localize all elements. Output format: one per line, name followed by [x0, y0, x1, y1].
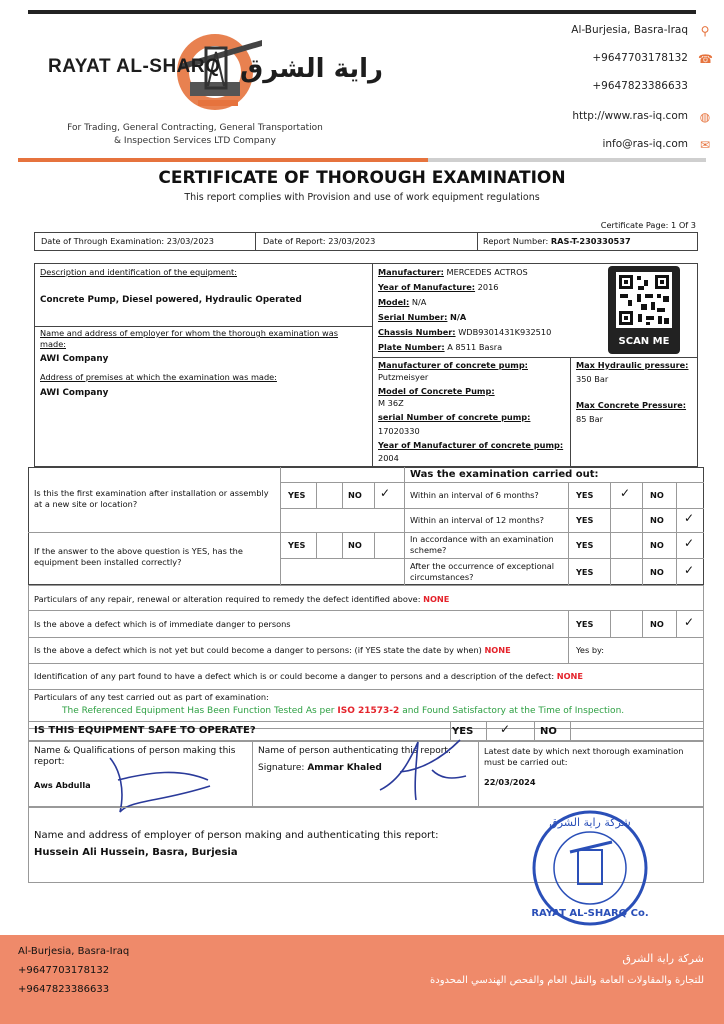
header-grey-rule	[428, 158, 706, 162]
interval-6-months: Within an interval of 6 months?	[410, 490, 539, 500]
next-exam-label: Latest date by which next thorough examination must be carried out:	[484, 746, 684, 767]
company-tagline: For Trading, General Contracting, General Transportation & Inspection Services LTD Company	[67, 123, 323, 146]
safe-yes[interactable]: YES	[452, 726, 474, 737]
footer-phone-2: +9647823386633	[18, 984, 110, 995]
pump-model-value: M 36Z	[378, 398, 404, 408]
pump-manufacturer-value: Putzmeisyer	[378, 372, 429, 382]
premises-value: AWI Company	[40, 388, 109, 398]
mail-icon: ✉	[699, 138, 711, 152]
q2-yes[interactable]: YES	[288, 540, 306, 550]
premises-label: Address of premises at which the examination was made:	[40, 372, 277, 382]
exam-date: Date of Through Examination: 23/03/2023	[41, 236, 214, 246]
int12-no-check: ✓	[684, 511, 695, 525]
description-label: Description and identification of the equipment:	[40, 267, 237, 277]
certificate-page: Certificate Page: 1 Of 3	[600, 220, 696, 230]
stamp-text-en: RAYAT AL-SHARQ Co.	[531, 908, 649, 919]
contact-email[interactable]: info@ras-iq.com	[602, 138, 688, 150]
scheme-no[interactable]: NO	[650, 540, 664, 550]
q1-no[interactable]: NO	[348, 490, 362, 500]
interval-12-months: Within an interval of 12 months?	[410, 515, 544, 525]
immediate-danger-question: Is the above a defect which is of immediate danger to persons	[34, 619, 291, 629]
future-danger-question: Is the above a defect which is not yet but could become a danger to persons: (if YES state the date by when) NONE	[34, 645, 511, 655]
report-date: Date of Report: 23/03/2023	[263, 236, 376, 246]
stamp-text-ar: شركة راية الشرق	[549, 816, 631, 829]
safe-to-operate-question: IS THIS EQUIPMENT SAFE TO OPERATE?	[34, 725, 256, 736]
first-exam-question: Is this the first examination after installation or assembly at a new site or location?	[34, 488, 269, 509]
hydraulic-pressure-label: Max Hydraulic pressure:	[576, 360, 689, 370]
exam-header: Was the examination carried out:	[410, 469, 599, 480]
footer-company-ar: شركة راية الشرق	[622, 952, 704, 965]
hydraulic-pressure-value: 350 Bar	[576, 374, 609, 384]
web-icon: ◍	[699, 110, 711, 124]
brand-name-en: RAYAT AL-SHARQ	[48, 56, 221, 77]
pump-serial-label: serial Number of concrete pump:	[378, 412, 531, 422]
pump-manufacturer-label: Manufacturer of concrete pump:	[378, 360, 528, 370]
top-rule	[28, 10, 696, 14]
brand-name-ar: راية الشرق	[240, 54, 384, 84]
employer-making-value: Hussein Ali Hussein, Basra, Burjesia	[34, 847, 238, 858]
exceptional-yes[interactable]: YES	[576, 567, 594, 577]
header-accent-rule	[18, 158, 428, 162]
certificate-title: CERTIFICATE OF THOROUGH EXAMINATION	[158, 168, 566, 188]
vehicle-model: Model: N/A	[378, 297, 427, 307]
test-particulars-value: The Referenced Equipment Has Been Function Tested As per ISO 21573-2 and Found Satisfactory at the Time of Inspection.	[62, 706, 625, 716]
contact-phone-1: +9647703178132	[592, 52, 688, 64]
yes-by-label: Yes by:	[576, 645, 605, 655]
report-number: Report Number: RAS-T-230330537	[483, 236, 631, 246]
int6-yes-check: ✓	[620, 486, 631, 500]
q1-no-check: ✓	[380, 486, 391, 500]
vehicle-manufacturer: Manufacturer: MERCEDES ACTROS	[378, 267, 528, 277]
location-icon: ⚲	[700, 24, 710, 38]
installed-correctly-question: If the answer to the above question is YES, has the equipment been installed correctly?	[34, 546, 243, 567]
description-value: Concrete Pump, Diesel powered, Hydraulic Operated	[40, 295, 302, 305]
interval-scheme: In accordance with an examination scheme?	[410, 534, 554, 555]
concrete-pressure-label: Max Concrete Pressure:	[576, 400, 687, 410]
dates-row	[34, 232, 698, 251]
employer-value: AWI Company	[40, 354, 109, 364]
exceptional-no[interactable]: NO	[650, 567, 664, 577]
safe-yes-check: ✓	[500, 722, 511, 736]
contact-website[interactable]: http://www.ras-iq.com	[572, 110, 688, 122]
next-exam-date: 22/03/2024	[484, 777, 536, 787]
immediate-yes[interactable]: YES	[576, 619, 594, 629]
qr-pattern	[616, 272, 672, 328]
pump-year-value: 2004	[378, 453, 399, 463]
phone-icon: ☎	[698, 52, 713, 66]
vehicle-plate: Plate Number: A 8511 Basra	[378, 342, 503, 352]
pump-model-label: Model of Concrete Pump:	[378, 386, 495, 396]
safe-no[interactable]: NO	[540, 726, 557, 737]
employer-making-label: Name and address of employer of person making and authenticating this report:	[34, 830, 439, 841]
qr-code[interactable]	[608, 266, 680, 354]
authenticator-signature-mark	[370, 730, 480, 810]
int12-yes[interactable]: YES	[576, 515, 594, 525]
interval-exceptional: After the occurrence of exceptional circumstances?	[410, 561, 555, 582]
employer-label: Name and address of employer for whom the thorough examination was made:	[40, 328, 339, 349]
pump-year-label: Year of Manufacturer of concrete pump:	[378, 440, 564, 450]
int12-no[interactable]: NO	[650, 515, 664, 525]
contact-phone-2: +9647823386633	[592, 80, 688, 92]
int6-yes[interactable]: YES	[576, 490, 594, 500]
immediate-no-check: ✓	[684, 615, 695, 629]
footer-address: Al-Burjesia, Basra-Iraq	[18, 946, 130, 957]
footer-phone-1: +9647703178132	[18, 965, 110, 976]
defect-identification: Identification of any part found to have a defect which is or could become a danger to persons and a description of the defect: NONE	[34, 671, 583, 681]
footer-services-ar: للتجارة والمقاولات العامة والنقل العام والفحص الهندسي المحدودة	[430, 975, 704, 986]
examiner-label: Name & Qualifications of person making this report:	[34, 746, 236, 767]
q2-no[interactable]: NO	[348, 540, 362, 550]
qr-scan-label: SCAN ME	[618, 336, 670, 347]
exceptional-no-check: ✓	[684, 563, 695, 577]
authenticator-signature: Signature: Ammar Khaled	[258, 763, 382, 773]
scheme-no-check: ✓	[684, 536, 695, 550]
vehicle-year: Year of Manufacture: 2016	[378, 282, 499, 292]
int6-no[interactable]: NO	[650, 490, 664, 500]
certificate-subtitle: This report complies with Provision and use of work equipment regulations	[184, 192, 540, 203]
concrete-pressure-value: 85 Bar	[576, 414, 604, 424]
vehicle-chassis: Chassis Number: WDB9301431K932510	[378, 327, 552, 337]
contact-address: Al-Burjesia, Basra-Iraq	[571, 24, 688, 36]
company-stamp	[520, 808, 660, 928]
vehicle-serial: Serial Number: N/A	[378, 312, 467, 322]
q1-yes[interactable]: YES	[288, 490, 306, 500]
test-particulars-label: Particulars of any test carried out as part of examination:	[34, 692, 269, 702]
scheme-yes[interactable]: YES	[576, 540, 594, 550]
examiner-name: Aws Abdulla	[34, 780, 91, 790]
authenticator-label: Name of person authenticating this report:	[258, 746, 451, 756]
pump-serial-value: 17020330	[378, 426, 420, 436]
repair-particulars: Particulars of any repair, renewal or alteration required to remedy the defect identified above: NONE	[34, 594, 450, 604]
immediate-no[interactable]: NO	[650, 619, 664, 629]
